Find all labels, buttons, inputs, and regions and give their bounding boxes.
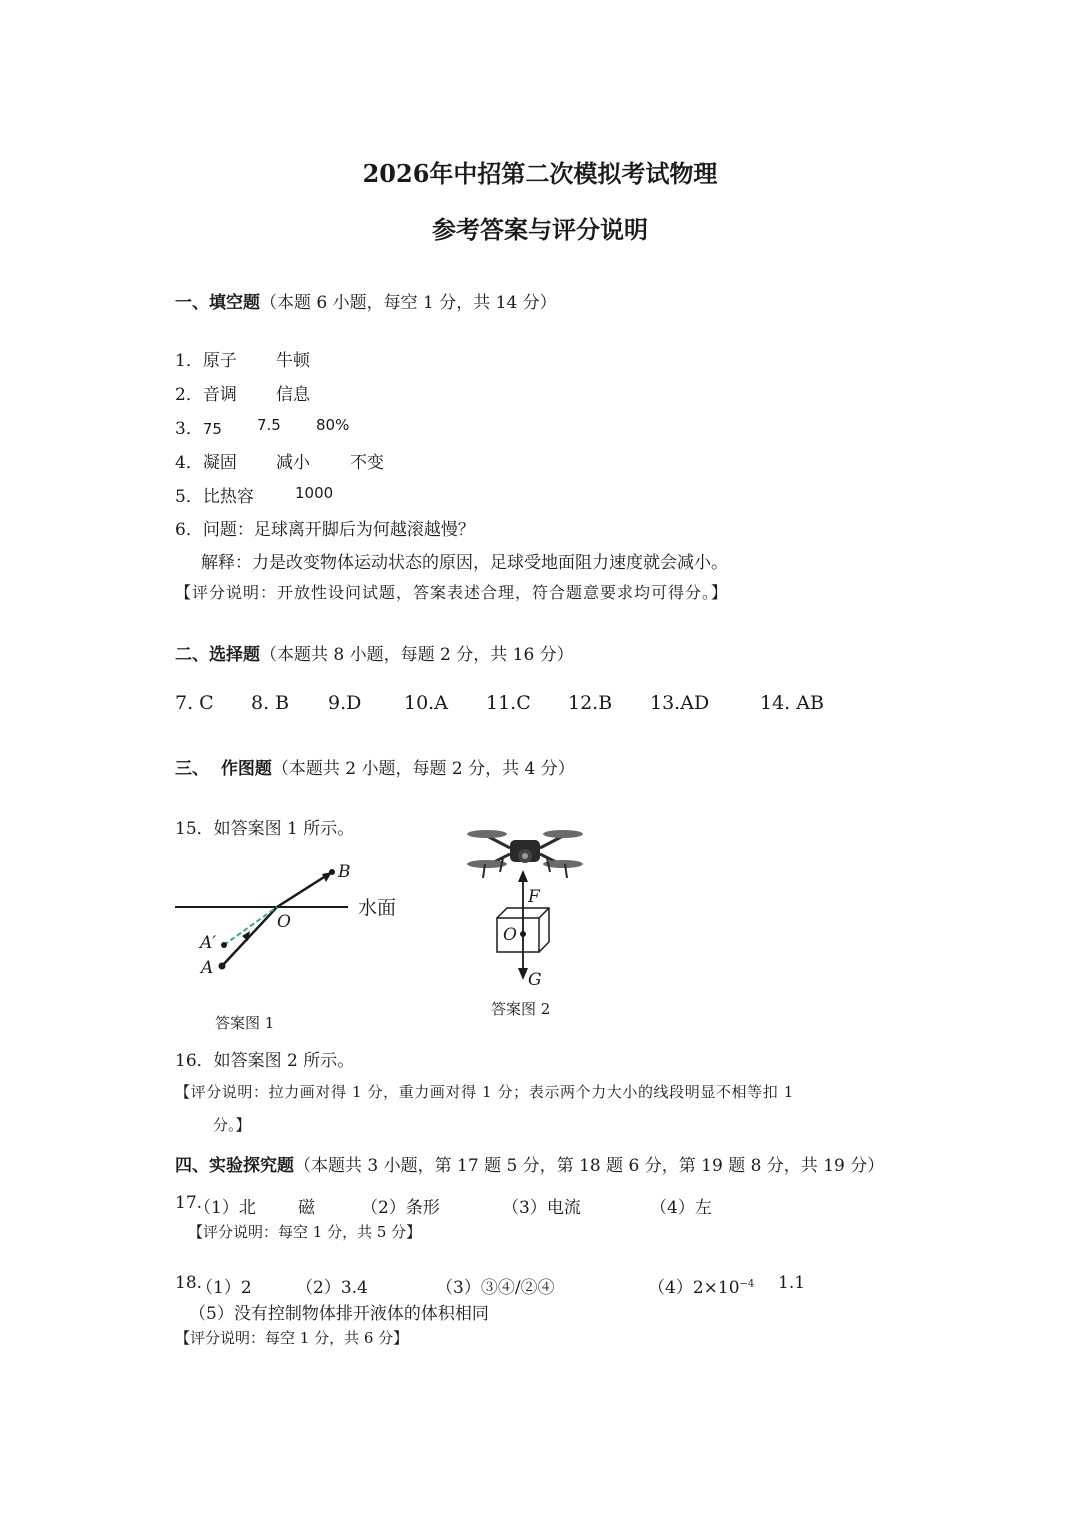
choice-answer: 12.B xyxy=(568,692,613,714)
q17-answer: （3）电流 xyxy=(502,1198,581,1218)
answer: 减小 xyxy=(276,453,310,473)
section-desc: （本题共 3 小题，第 17 题 5 分，第 18 题 6 分，第 19 题 8 分，共 19 分） xyxy=(294,1156,885,1176)
answer: 1000 xyxy=(295,484,334,502)
item-number: 3． xyxy=(175,419,203,439)
page-title: 2026年中招第二次模拟考试物理 xyxy=(362,159,718,188)
answer-item xyxy=(175,515,475,540)
q17-answer: （4）左 xyxy=(650,1198,712,1218)
point-a-prime xyxy=(221,942,227,948)
drone-icon xyxy=(467,830,583,878)
answer: 凝固 xyxy=(202,453,237,473)
answer: 7.5 xyxy=(257,416,281,434)
choice-answer: 11.C xyxy=(486,692,531,714)
page-subtitle: 参考答案与评分说明 xyxy=(432,215,648,244)
section-heading xyxy=(175,754,575,779)
answer: 80% xyxy=(316,416,350,434)
question-16: 16．如答案图 2 所示。 xyxy=(175,1051,355,1071)
section-desc: （本题 6 小题，每空 1 分，共 14 分） xyxy=(260,293,557,313)
figure-2-diagram xyxy=(455,822,595,992)
choice-answer: 7. C xyxy=(175,692,214,714)
q17-num: 17. xyxy=(175,1193,203,1213)
answer-item xyxy=(175,414,350,439)
section-heading xyxy=(175,640,574,665)
q18-answer: （3）③④/②④ xyxy=(436,1278,555,1298)
label-a: A xyxy=(201,958,214,978)
answer-item xyxy=(175,346,310,371)
item-number: 1． xyxy=(175,351,203,371)
answer: 牛顿 xyxy=(276,351,310,371)
q18-answer: （2）3.4 xyxy=(296,1278,368,1298)
q18-answer-exponent: −4 xyxy=(739,1278,755,1290)
grading-note: 【评分说明：拉力画对得 1 分，重力画对得 1 分；表示两个力大小的线段明显不相等扣 1 xyxy=(175,1083,794,1101)
incident-ray xyxy=(222,907,277,966)
label-o: O xyxy=(277,912,291,932)
answer: 音调 xyxy=(202,385,237,405)
choice-answer: 10.A xyxy=(404,692,448,714)
answer: 不变 xyxy=(350,453,384,473)
label-f: F xyxy=(528,887,540,907)
answer: 比热容 xyxy=(202,487,254,507)
arrow-down-icon xyxy=(518,968,528,980)
section-desc: （本题共 8 小题，每题 2 分，共 16 分） xyxy=(260,645,574,665)
q18-answer-base: （4）2×10 xyxy=(648,1278,740,1298)
answer: 信息 xyxy=(276,385,310,405)
grading-note: 【评分说明：每空 1 分，共 5 分】 xyxy=(188,1223,422,1241)
choice-answer: 13.AD xyxy=(650,692,710,714)
answer-item xyxy=(175,380,310,405)
q18-num: 18. xyxy=(175,1273,203,1293)
section-heading xyxy=(175,288,557,313)
item-number: 5． xyxy=(175,487,203,507)
section-title: 四、实验探究题 xyxy=(175,1156,294,1176)
item-number: 4． xyxy=(175,453,203,473)
label-water-surface: 水面 xyxy=(358,897,397,919)
q17-answer: 磁 xyxy=(298,1198,315,1218)
label-g: G xyxy=(528,970,542,990)
figure-1-diagram xyxy=(170,855,430,985)
section-title: 三、 作图题 xyxy=(175,759,272,779)
label-o: O xyxy=(503,925,517,945)
q17-answer: （2）条形 xyxy=(361,1198,440,1218)
grading-note: 【评分说明：每空 1 分，共 6 分】 xyxy=(175,1329,409,1347)
q17-answer: （1）北 xyxy=(194,1198,256,1218)
question-15: 15．如答案图 1 所示。 xyxy=(175,819,355,839)
figure-1-caption: 答案图 1 xyxy=(215,1014,275,1032)
answer-item xyxy=(175,448,384,473)
answer: 原子 xyxy=(202,351,237,371)
q18-answer: （5）没有控制物体排开液体的体积相同 xyxy=(189,1304,489,1324)
point-b xyxy=(329,869,335,875)
label-a-prime: A′ xyxy=(200,933,217,953)
choice-answer: 8. B xyxy=(251,692,290,714)
grading-note-cont: 分。】 xyxy=(213,1116,251,1134)
q18-answer: 1.1 xyxy=(778,1273,806,1293)
item-number: 6． xyxy=(175,520,203,540)
q18-answer xyxy=(648,1273,754,1298)
virtual-ray-dashed xyxy=(224,907,277,945)
label-b: B xyxy=(338,862,351,882)
section-title: 一、填空题 xyxy=(175,293,260,313)
section-desc: （本题共 2 小题，每题 2 分，共 4 分） xyxy=(271,759,575,779)
answer-item xyxy=(175,482,334,507)
choice-answer: 14. AB xyxy=(760,692,824,714)
explanation: 解释：力是改变物体运动状态的原因，足球受地面阻力速度就会减小。 xyxy=(201,553,728,573)
arrow-up-icon xyxy=(518,870,528,882)
figure-2-caption: 答案图 2 xyxy=(491,1000,551,1018)
answer: 75 xyxy=(202,420,222,438)
section-heading xyxy=(175,1151,884,1176)
item-number: 2． xyxy=(175,385,203,405)
question: 问题：足球离开脚后为何越滚越慢？ xyxy=(202,520,475,540)
point-a xyxy=(219,963,226,970)
grading-note: 【评分说明：开放性设问试题，答案表述合理，符合题意要求均可得分。】 xyxy=(175,583,729,602)
choice-answer: 9.D xyxy=(328,692,362,714)
q18-answer: （1）2 xyxy=(196,1278,252,1298)
section-title: 二、选择题 xyxy=(175,645,260,665)
